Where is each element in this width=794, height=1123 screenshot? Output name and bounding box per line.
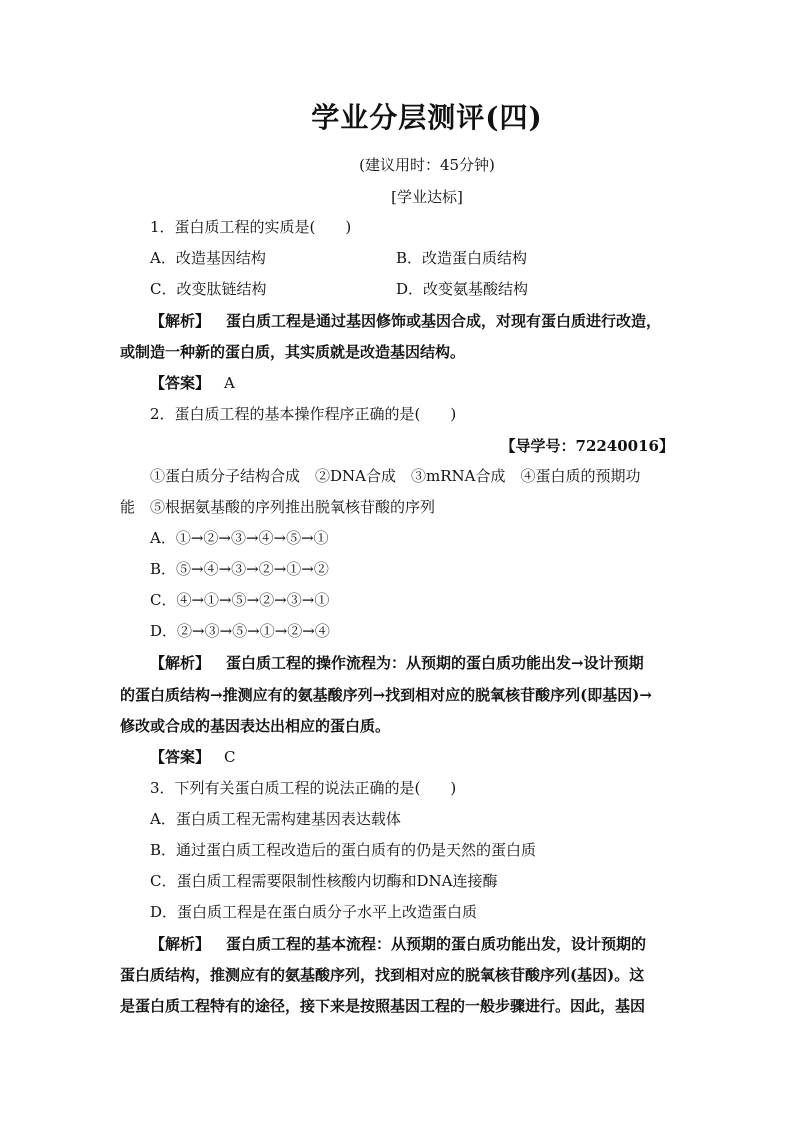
q3-option-b: B．通过蛋白质工程改造后的蛋白质有的仍是天然的蛋白质 (150, 841, 537, 859)
q3-analysis-cont-2: 是蛋白质工程特有的途径，接下来是按照基因工程的一般步骤进行。因此，基因 (120, 997, 646, 1015)
analysis-text: 蛋白质工程的基本流程：从预期的蛋白质功能出发，设计预期的 (226, 935, 647, 953)
q2-items: ①蛋白质分子结构合成 ②DNA合成 ③mRNA合成 ④蛋白质的预期功 (150, 467, 641, 485)
q2-analysis (150, 653, 644, 673)
q2-option-b: B．⑤→④→③→②→①→② (150, 560, 329, 578)
q2-option-d: D．②→③→⑤→①→②→④ (150, 622, 330, 640)
q2-option-c: C．④→①→⑤→②→③→① (150, 591, 330, 609)
answer-tag: 【答案】 (150, 374, 211, 392)
q3-option-c: C．蛋白质工程需要限制性核酸内切酶和DNA连接酶 (150, 872, 498, 890)
q1-stem: 1．蛋白质工程的实质是( ) (150, 218, 352, 236)
page-title: 学业分层测评(四) (311, 101, 543, 134)
analysis-tag: 【解析】 (150, 312, 211, 330)
q2-analysis-cont-2: 修改或合成的基因表达出相应的蛋白质。 (120, 717, 391, 735)
q3-analysis-cont-1: 蛋白质结构，推测应有的氨基酸序列，找到相对应的脱氧核苷酸序列(基因)。这 (120, 966, 645, 984)
answer-value: A (224, 374, 235, 392)
q1-option-c: C．改变肽链结构 (150, 280, 267, 298)
q3-stem: 3．下列有关蛋白质工程的说法正确的是( ) (150, 779, 457, 797)
analysis-text: 蛋白质工程是通过基因修饰或基因合成，对现有蛋白质进行改造， (226, 312, 662, 330)
section-heading: [学业达标] (391, 188, 463, 206)
q2-stem: 2．蛋白质工程的基本操作程序正确的是( ) (150, 405, 457, 423)
analysis-tag: 【解析】 (150, 654, 211, 672)
q1-analysis (150, 311, 661, 331)
analysis-text: 蛋白质工程的操作流程为：从预期的蛋白质功能出发→设计预期 (226, 654, 644, 672)
answer-tag: 【答案】 (150, 748, 211, 766)
q2-items-cont: 能 ⑤根据氨基酸的序列推出脱氧核苷酸的序列 (120, 498, 436, 516)
q3-option-d: D．蛋白质工程是在蛋白质分子水平上改造蛋白质 (150, 903, 478, 921)
q1-analysis-cont: 或制造一种新的蛋白质，其实质就是改造基因结构。 (120, 343, 466, 361)
q1-option-d: D．改变氨基酸结构 (396, 280, 529, 298)
q1-option-b: B．改造蛋白质结构 (396, 249, 528, 267)
q3-option-a: A．蛋白质工程无需构建基因表达载体 (150, 810, 401, 828)
answer-value: C (224, 748, 236, 766)
q1-answer (150, 373, 235, 393)
analysis-tag: 【解析】 (150, 935, 211, 953)
q2-analysis-cont-1: 的蛋白质结构→推测应有的氨基酸序列→找到相对应的脱氧核苷酸序列(即基因)→ (120, 686, 652, 704)
q3-analysis (150, 934, 646, 954)
suggested-time: (建议用时：45分钟) (359, 156, 495, 174)
q2-answer (150, 747, 236, 767)
guide-number: 【导学号：72240016】 (500, 437, 674, 455)
q1-option-a: A．改造基因结构 (150, 249, 266, 267)
q2-option-a: A．①→②→③→④→⑤→① (150, 529, 329, 547)
